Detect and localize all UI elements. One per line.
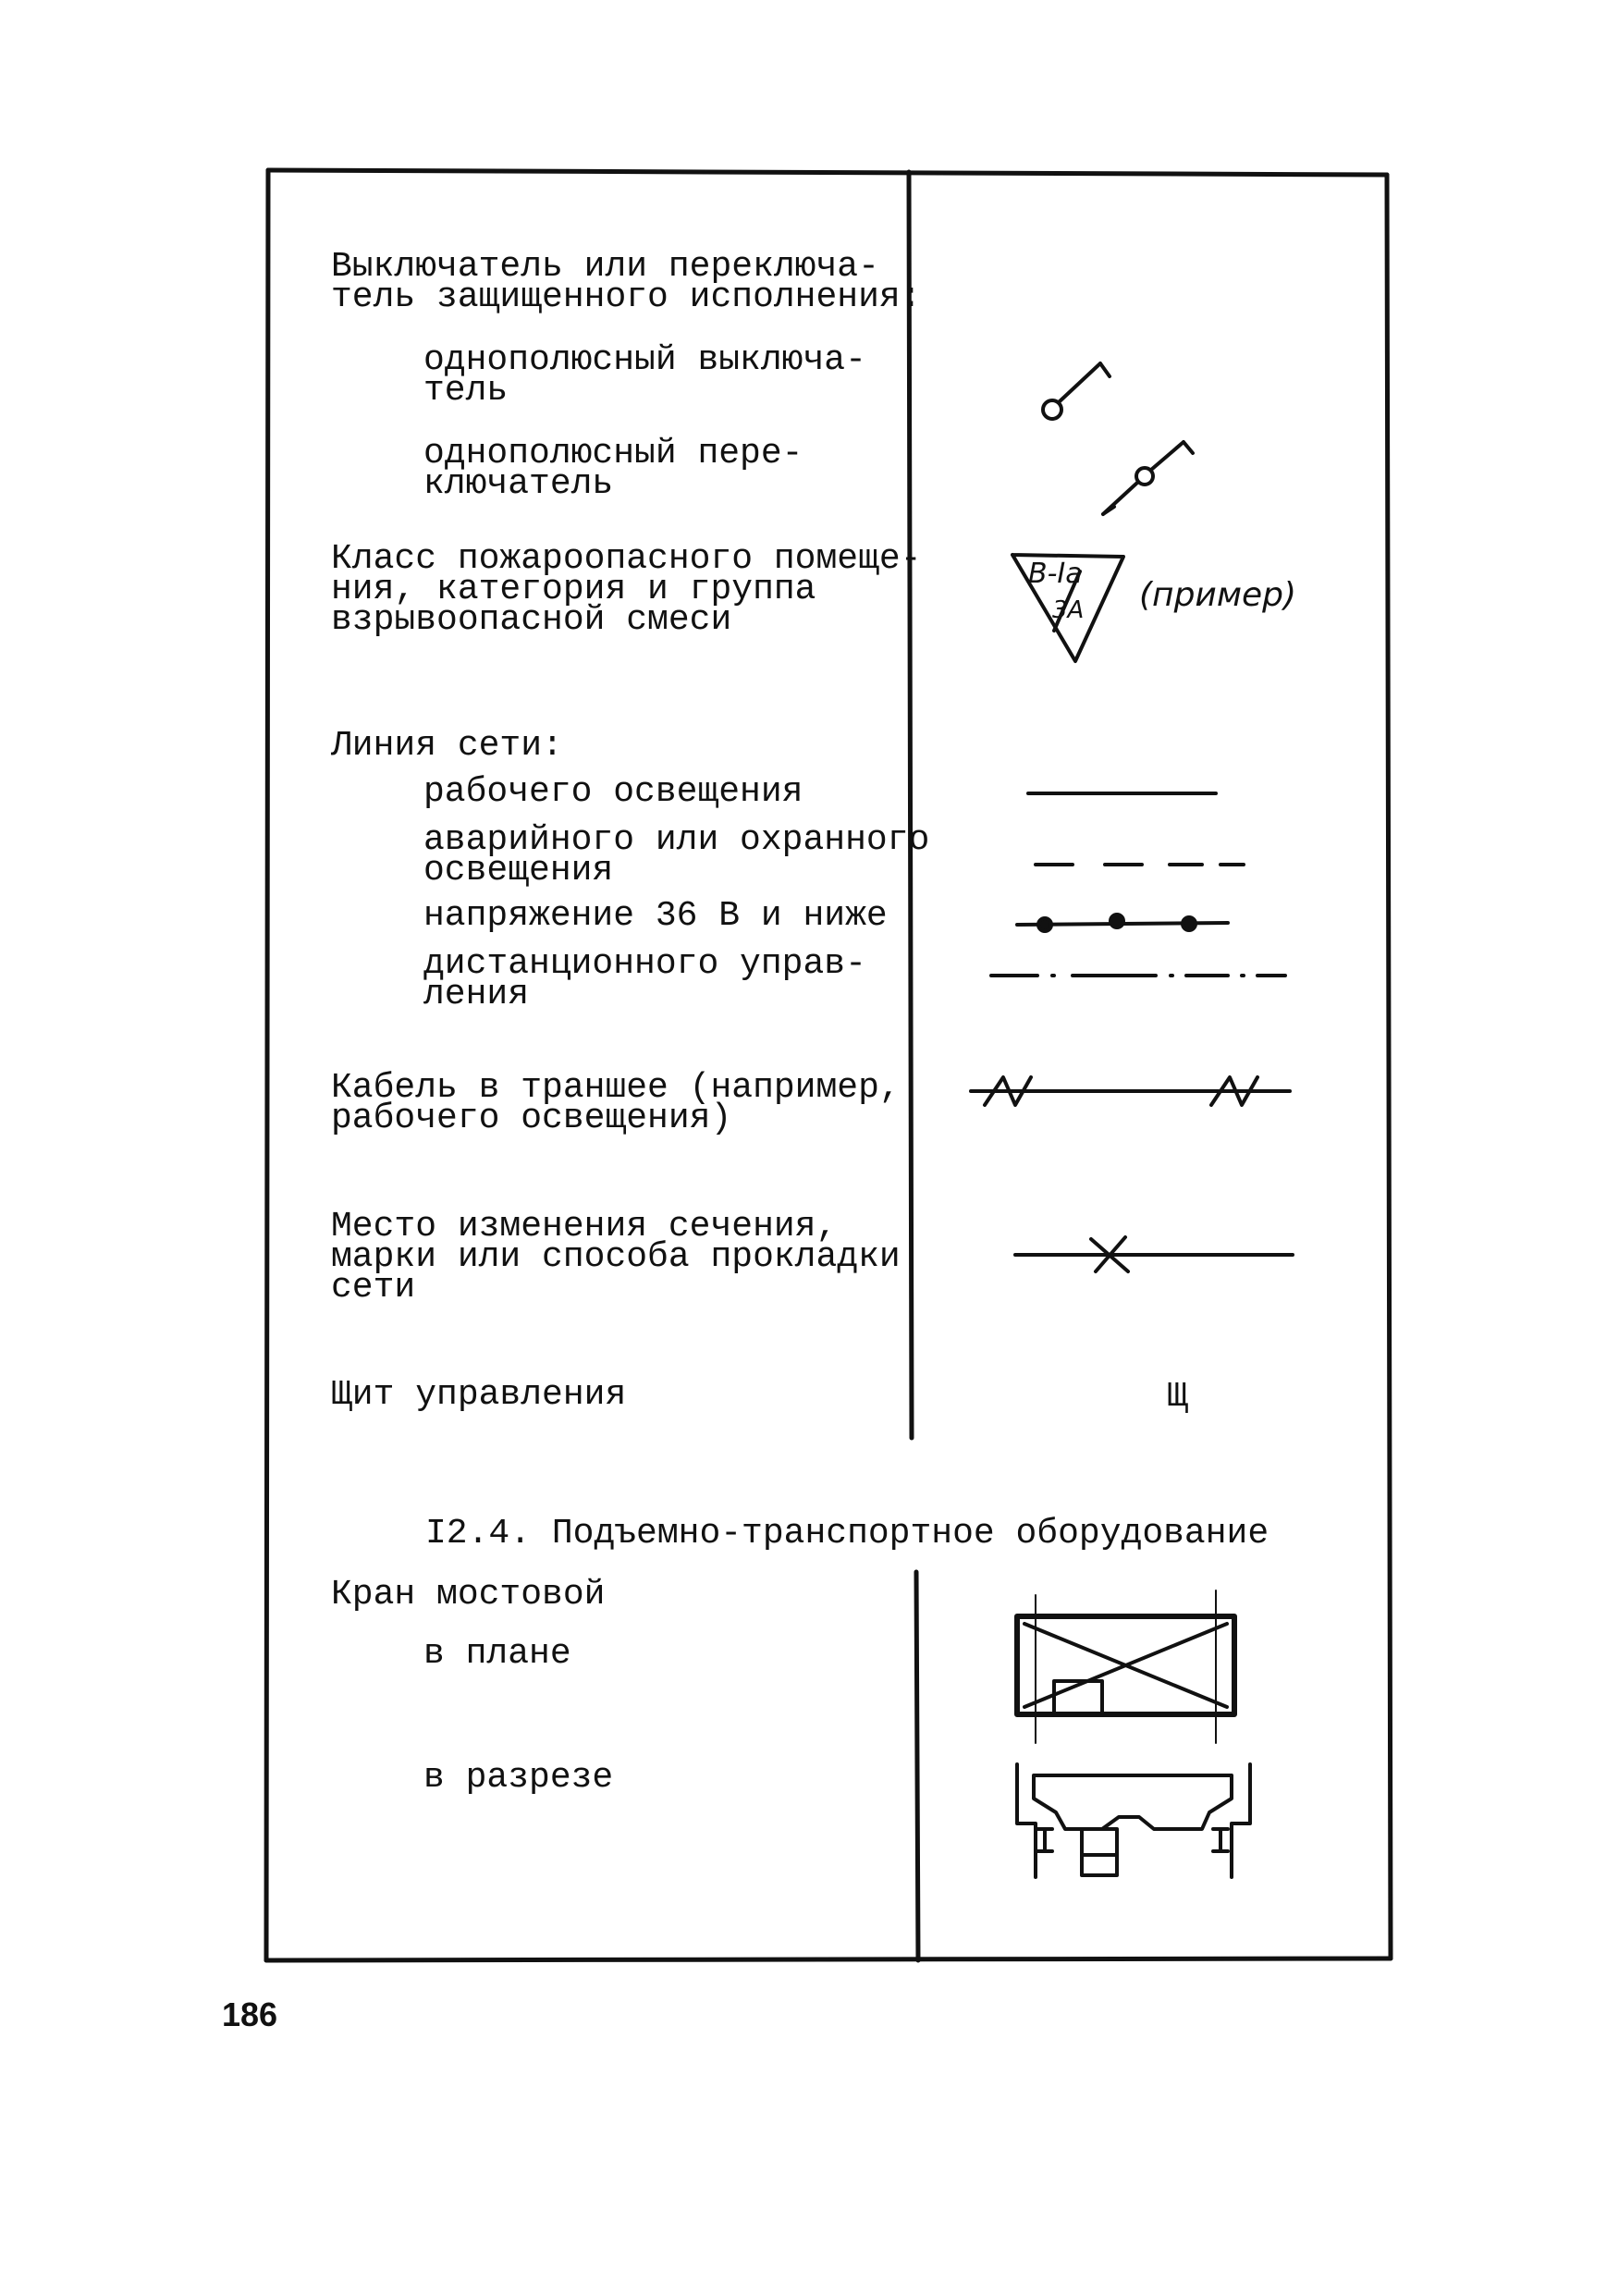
crane-label: Кран мостовой (331, 1575, 606, 1615)
remote-control-label: дистанционного управ- ления (423, 944, 866, 1014)
table-right-border (1387, 175, 1391, 1958)
single-pole-switch-symbol (1043, 363, 1110, 419)
emergency-lighting-label: аварийного или охранного освещения (423, 820, 930, 890)
cable-trench-line (971, 1077, 1290, 1105)
working-lighting-label: рабочего освещения (423, 772, 803, 812)
crane-section-symbol (1017, 1764, 1250, 1877)
lifting-section-title: I2.4. Подъемно-транспортное оборудование (425, 1514, 1269, 1553)
control-panel-symbol: Щ (1167, 1377, 1188, 1417)
crane-plan-symbol (1017, 1590, 1234, 1743)
fire-class-label: Класс пожароопасного помеще- ния, категория и группа взрывоопасной смеси (331, 539, 922, 640)
cable-trench-label: Кабель в траншее (например, рабочего освещения) (331, 1068, 901, 1138)
single-pole-switch-label: однополюсный выключа- тель (423, 340, 866, 411)
section-change-label: Место изменения сечения, марки или способа прокладки сети (331, 1207, 901, 1308)
network-lines-heading: Линия сети: (331, 726, 563, 766)
fire-class-symbol-bottom: 3А (1052, 596, 1085, 624)
low-voltage-label: напряжение 36 В и ниже (423, 896, 888, 936)
low-voltage-line (1017, 915, 1228, 931)
table-bottom-border (266, 1958, 1391, 1960)
crane-plan-label: в плане (423, 1634, 571, 1674)
page-number: 186 (222, 1995, 278, 2033)
switch-section-heading: Выключатель или переключа- тель защищенного исполнения: (331, 247, 922, 317)
table-left-border (266, 170, 268, 1960)
column-divider-top (909, 172, 912, 1438)
column-divider-bottom (916, 1572, 918, 1960)
section-change-line (1015, 1237, 1293, 1271)
control-panel-label: Щит управления (331, 1375, 627, 1415)
fire-class-example-note: (пример) (1139, 576, 1297, 614)
single-pole-changeover-symbol (1103, 442, 1193, 514)
single-pole-changeover-label: однополюсный пере- ключатель (423, 434, 803, 504)
table-top-border (268, 170, 1387, 175)
crane-section-label: в разрезе (423, 1758, 614, 1798)
fire-class-symbol-top: В-Iа (1028, 558, 1083, 590)
